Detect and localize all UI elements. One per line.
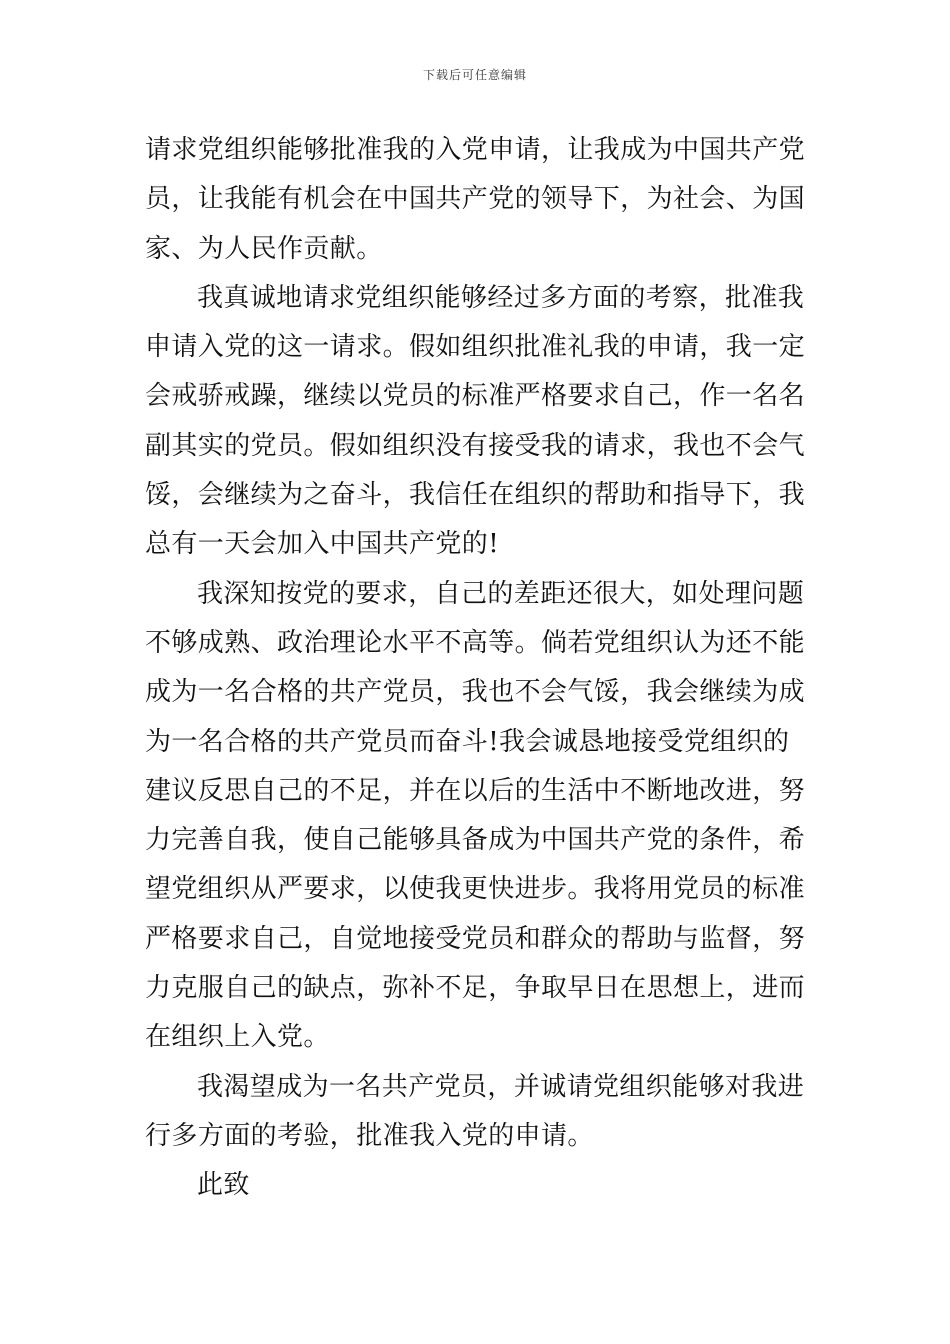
header-note: 下载后可任意编辑 — [422, 68, 527, 82]
document-body — [145, 126, 807, 1211]
paragraph-request-approval: 我真诚地请求党组织能够经过多方面的考察，批准我申请入党的这一请求。假如组织批准礼我的申请，我一定会戒骄戒躁，继续以党员的标准严格要求自己，作一名名副其实的党员。假如组织没有接受我的请求，我也不会气馁，会继续为之奋斗，我信任在组织的帮助和指导下，我总有一天会加入中国共产党的! — [145, 282, 806, 560]
closing-salutation: 此致 — [197, 1170, 250, 1201]
paragraph-self-assessment: 我深知按党的要求，自己的差距还很大，如处理问题不够成熟、政治理论水平不高等。倘若党组织认为还不能成为一名合格的共产党员，我也不会气馁，我会继续为成为一名合格的共产党员而奋斗!我会诚恳地接受党组织的建议反思自己的不足，并在以后的生活中不断地改进，努力完善自我，使自己能够具备成为中国共产党的条件，希望党组织从严要求，以使我更快进步。我将用党员的标准严格要求自己，自觉地接受党员和群众的帮助与监督，努力克服自己的缺点，弥补不足，争取早日在思想上，进而在组织上入党。 — [145, 578, 806, 1053]
paragraph-continuation: 请求党组织能够批准我的入党申请，让我成为中国共产党员，让我能有机会在中国共产党的领导下，为社会、为国家、为人民作贡献。 — [145, 135, 806, 264]
paragraph-aspiration: 我渴望成为一名共产党员，并诚请党组织能够对我进行多方面的考验，批准我入党的申请。 — [145, 1071, 805, 1151]
